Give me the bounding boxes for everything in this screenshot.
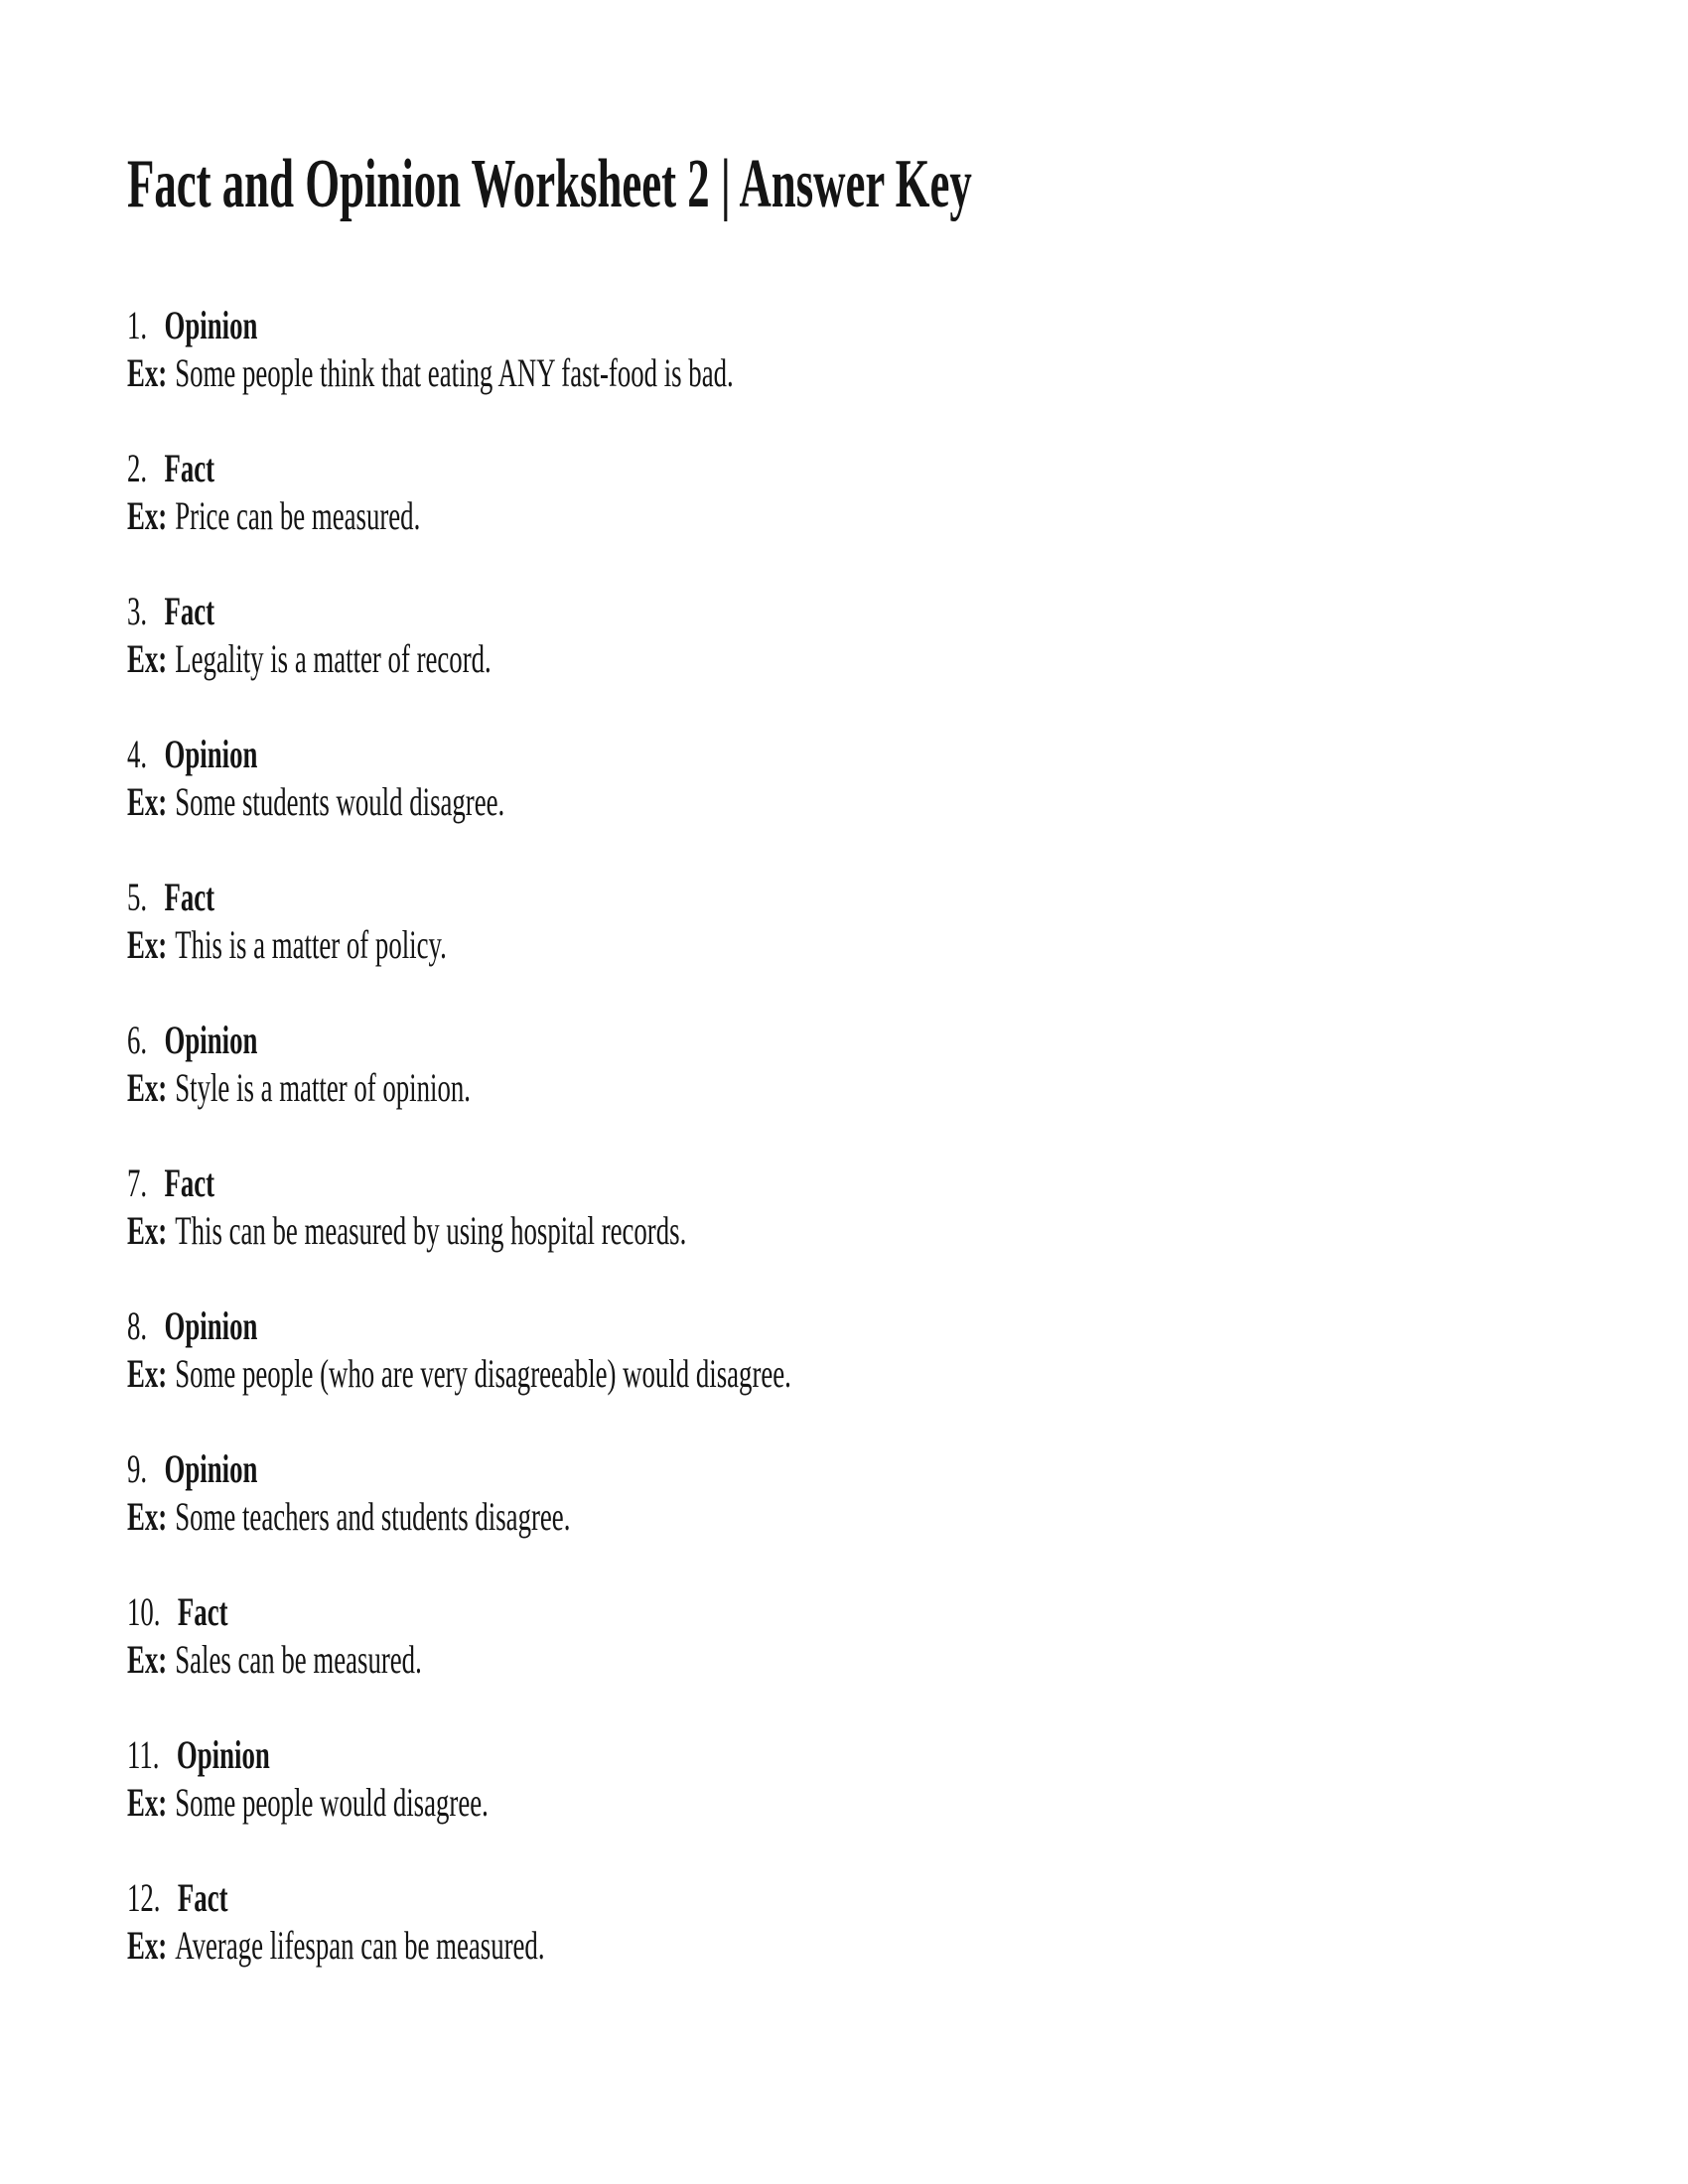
item-answer: Fact <box>164 589 215 633</box>
answer-item-1 <box>127 302 1589 397</box>
ex-label: Ex: <box>127 350 168 395</box>
answer-line <box>127 588 1589 635</box>
answer-item-11 <box>127 1731 1589 1827</box>
item-answer: Opinion <box>164 1446 258 1491</box>
item-number: 2. <box>127 446 148 490</box>
item-number: 6. <box>127 1018 148 1062</box>
item-example: Style is a matter of opinion. <box>175 1065 471 1110</box>
answer-line <box>127 1588 1589 1636</box>
item-number: 5. <box>127 875 148 919</box>
answer-line <box>127 1445 1589 1493</box>
answer-item-10 <box>127 1588 1589 1684</box>
answer-item-3 <box>127 588 1589 683</box>
item-answer: Fact <box>177 1589 228 1634</box>
answer-item-9 <box>127 1445 1589 1541</box>
ex-label: Ex: <box>127 1494 168 1539</box>
ex-label: Ex: <box>127 636 168 681</box>
item-answer: Opinion <box>176 1732 270 1777</box>
example-line <box>127 635 1589 683</box>
answer-item-7 <box>127 1160 1589 1255</box>
answer-line <box>127 445 1589 492</box>
item-example: Price can be measured. <box>175 493 421 538</box>
answer-line <box>127 1017 1589 1064</box>
item-example: Some people (who are very disagreeable) would disagree. <box>175 1351 791 1396</box>
ex-label: Ex: <box>127 493 168 538</box>
item-example: Some teachers and students disagree. <box>175 1494 571 1539</box>
answer-item-8 <box>127 1302 1589 1398</box>
item-number: 12. <box>127 1875 161 1920</box>
example-line <box>127 921 1589 969</box>
page-title-text: Fact and Opinion Worksheet 2 | Answer Key <box>127 146 972 222</box>
item-answer: Fact <box>164 1160 215 1205</box>
item-number: 11. <box>127 1732 160 1777</box>
item-example: Some students would disagree. <box>175 779 505 824</box>
item-example: Some people would disagree. <box>175 1780 489 1825</box>
item-number: 1. <box>127 303 148 347</box>
item-answer: Opinion <box>164 732 258 776</box>
example-line <box>127 778 1589 826</box>
item-example: Sales can be measured. <box>175 1637 422 1682</box>
ex-label: Ex: <box>127 779 168 824</box>
example-line <box>127 1779 1589 1827</box>
answer-line <box>127 302 1589 349</box>
item-example: Average lifespan can be measured. <box>175 1923 545 1968</box>
answer-line <box>127 1731 1589 1779</box>
item-answer: Fact <box>177 1875 228 1920</box>
ex-label: Ex: <box>127 922 168 967</box>
item-example: Some people think that eating ANY fast-food is bad. <box>175 350 734 395</box>
answer-item-2 <box>127 445 1589 540</box>
ex-label: Ex: <box>127 1208 168 1253</box>
item-number: 7. <box>127 1160 148 1205</box>
item-number: 4. <box>127 732 148 776</box>
example-line <box>127 492 1589 540</box>
answer-line <box>127 731 1589 778</box>
answer-item-4 <box>127 731 1589 826</box>
example-line <box>127 1350 1589 1398</box>
answer-item-6 <box>127 1017 1589 1112</box>
item-number: 10. <box>127 1589 161 1634</box>
example-line <box>127 1636 1589 1684</box>
ex-label: Ex: <box>127 1351 168 1396</box>
ex-label: Ex: <box>127 1637 168 1682</box>
answer-item-5 <box>127 874 1589 969</box>
item-number: 3. <box>127 589 148 633</box>
example-line <box>127 1493 1589 1541</box>
page-title <box>127 146 1589 222</box>
answer-line <box>127 874 1589 921</box>
example-line <box>127 1064 1589 1112</box>
item-example: This can be measured by using hospital records. <box>175 1208 687 1253</box>
item-example: Legality is a matter of record. <box>175 636 492 681</box>
example-line <box>127 1207 1589 1255</box>
answer-line <box>127 1160 1589 1207</box>
item-answer: Fact <box>164 875 215 919</box>
item-answer: Fact <box>164 446 215 490</box>
item-number: 9. <box>127 1446 148 1491</box>
ex-label: Ex: <box>127 1780 168 1825</box>
answer-line <box>127 1302 1589 1350</box>
ex-label: Ex: <box>127 1065 168 1110</box>
item-answer: Opinion <box>164 303 258 347</box>
example-line <box>127 349 1589 397</box>
item-number: 8. <box>127 1303 148 1348</box>
ex-label: Ex: <box>127 1923 168 1968</box>
item-answer: Opinion <box>164 1303 258 1348</box>
answer-item-12 <box>127 1874 1589 1970</box>
example-line <box>127 1922 1589 1970</box>
answer-line <box>127 1874 1589 1922</box>
item-example: This is a matter of policy. <box>175 922 447 967</box>
item-answer: Opinion <box>164 1018 258 1062</box>
